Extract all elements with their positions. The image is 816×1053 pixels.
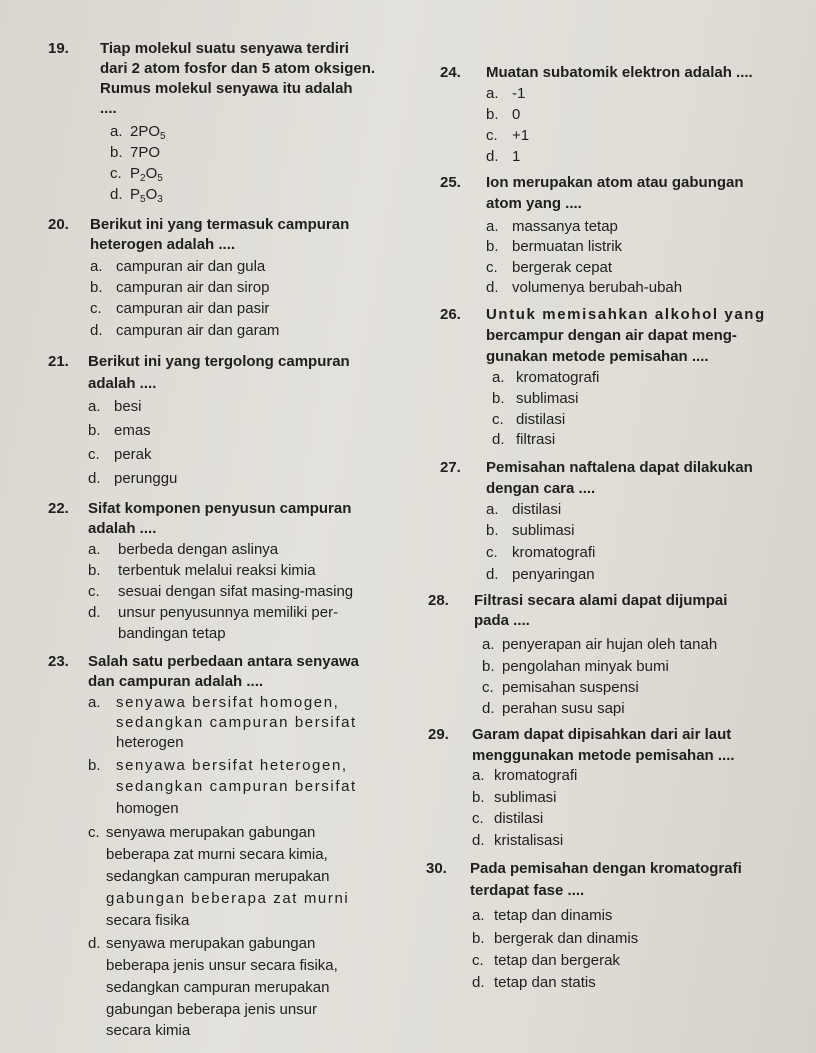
option-letter: b. bbox=[88, 562, 101, 579]
option-text: pemisahan suspensi bbox=[502, 679, 639, 696]
question-text-line: Salah satu perbedaan antara senyawa bbox=[88, 653, 359, 670]
option-text: distilasi bbox=[494, 810, 544, 827]
option-letter: b. bbox=[482, 658, 495, 675]
option-letter: c. bbox=[486, 127, 498, 144]
option-text: penyerapan air hujan oleh tanah bbox=[502, 636, 718, 653]
option-text: pengolahan minyak bumi bbox=[502, 658, 669, 675]
option-formula: $2PO_5$ bbox=[130, 123, 166, 142]
option-letter: b. bbox=[88, 757, 101, 774]
option-letter: a. bbox=[486, 501, 499, 518]
option-text: 1 bbox=[512, 148, 521, 165]
question-text-line: dan campuran adalah .... bbox=[88, 673, 264, 690]
option-text: beberapa zat murni secara kimia, bbox=[106, 846, 328, 863]
option-text: perunggu bbox=[114, 470, 178, 487]
question-number: 28. bbox=[428, 592, 449, 609]
option-letter: c. bbox=[492, 411, 504, 428]
option-text: kristalisasi bbox=[494, 832, 564, 849]
option-text: homogen bbox=[116, 800, 179, 817]
option-text: tetap dan dinamis bbox=[494, 907, 613, 924]
option-text: sedangkan campuran bersifat bbox=[116, 778, 357, 795]
option-letter: a. bbox=[486, 85, 499, 102]
option-text: distilasi bbox=[516, 411, 566, 428]
option-letter: d. bbox=[88, 935, 101, 952]
option-text: unsur penyusunnya memiliki per- bbox=[118, 604, 339, 621]
option-letter: c. bbox=[472, 810, 484, 827]
option-letter: d. bbox=[90, 322, 103, 339]
option-text: penyaringan bbox=[512, 566, 595, 583]
option-text: distilasi bbox=[512, 501, 562, 518]
question-text-line: Muatan subatomik elektron adalah .... bbox=[486, 64, 753, 81]
question-text-line: menggunakan metode pemisahan .... bbox=[472, 747, 735, 764]
question-text-line: heterogen adalah .... bbox=[90, 236, 236, 253]
question-number: 20. bbox=[48, 216, 69, 233]
option-letter: d. bbox=[486, 148, 499, 165]
option-letter: c. bbox=[90, 300, 102, 317]
option-formula: 7PO bbox=[130, 144, 161, 161]
option-text: 0 bbox=[512, 106, 521, 123]
option-letter: d. bbox=[88, 604, 101, 621]
question-number: 29. bbox=[428, 726, 449, 743]
option-letter: a. bbox=[88, 398, 101, 415]
option-letter: c. bbox=[110, 165, 122, 182]
option-text: sedangkan campuran merupakan bbox=[106, 868, 330, 885]
question-number: 30. bbox=[426, 860, 447, 877]
option-text: secara fisika bbox=[106, 912, 190, 929]
option-letter: d. bbox=[486, 566, 499, 583]
question-number: 21. bbox=[48, 353, 69, 370]
option-text: perak bbox=[114, 446, 152, 463]
option-text: perahan susu sapi bbox=[502, 700, 625, 717]
question-text-line: bercampur dengan air dapat meng- bbox=[486, 327, 737, 344]
option-formula: $P_2O_5$ bbox=[130, 165, 163, 184]
question-text-line: dari 2 atom fosfor dan 5 atom oksigen. bbox=[100, 60, 376, 77]
option-text: senyawa merupakan gabungan bbox=[106, 935, 316, 952]
option-letter: b. bbox=[492, 390, 505, 407]
question-text-line: .... bbox=[100, 100, 117, 117]
option-text: bandingan tetap bbox=[118, 625, 226, 642]
question-text-line: atom yang .... bbox=[486, 195, 582, 212]
question-text-line: gunakan metode pemisahan .... bbox=[486, 348, 709, 365]
question-number: 19. bbox=[48, 40, 69, 57]
question-number: 24. bbox=[440, 64, 461, 81]
question-text-line: Rumus molekul senyawa itu adalah bbox=[100, 80, 353, 97]
option-letter: d. bbox=[486, 279, 499, 296]
option-text: campuran air dan sirop bbox=[116, 279, 270, 296]
option-text: bermuatan listrik bbox=[512, 238, 623, 255]
option-letter: b. bbox=[88, 422, 101, 439]
option-letter: b. bbox=[486, 238, 499, 255]
option-letter: d. bbox=[482, 700, 495, 717]
option-text: sesuai dengan sifat masing-masing bbox=[118, 583, 354, 600]
option-text: secara kimia bbox=[106, 1022, 191, 1039]
option-text: bergerak dan dinamis bbox=[494, 930, 639, 947]
option-letter: c. bbox=[88, 583, 100, 600]
option-text: +1 bbox=[512, 127, 530, 144]
question-number: 22. bbox=[48, 500, 69, 517]
option-text: gabungan beberapa jenis unsur bbox=[106, 1001, 318, 1018]
option-letter: d. bbox=[492, 431, 505, 448]
option-letter: b. bbox=[472, 789, 485, 806]
option-text: besi bbox=[114, 398, 142, 415]
option-letter: a. bbox=[90, 258, 103, 275]
question-text-line: dengan cara .... bbox=[486, 480, 596, 497]
option-text: berbeda dengan aslinya bbox=[118, 541, 279, 558]
option-letter: c. bbox=[472, 952, 484, 969]
option-letter: d. bbox=[110, 186, 123, 203]
option-text: campuran air dan pasir bbox=[116, 300, 270, 317]
option-letter: d. bbox=[472, 974, 485, 991]
option-text: beberapa jenis unsur secara fisika, bbox=[106, 957, 338, 974]
question-text-line: Garam dapat dipisahkan dari air laut bbox=[472, 726, 732, 743]
option-text: bergerak cepat bbox=[512, 259, 613, 276]
option-text: -1 bbox=[512, 85, 526, 102]
option-text: kromatografi bbox=[516, 369, 600, 386]
option-letter: b. bbox=[472, 930, 485, 947]
option-text: senyawa merupakan gabungan bbox=[106, 824, 316, 841]
question-number: 25. bbox=[440, 174, 461, 191]
option-formula: $P_5O_3$ bbox=[130, 186, 163, 205]
question-text-line: Untuk memisahkan alkohol yang bbox=[486, 306, 766, 323]
option-letter: d. bbox=[88, 470, 101, 487]
option-letter: c. bbox=[486, 259, 498, 276]
question-text-line: terdapat fase .... bbox=[470, 882, 585, 899]
question-text-line: adalah .... bbox=[88, 520, 157, 537]
option-text: campuran air dan gula bbox=[116, 258, 266, 275]
option-letter: b. bbox=[110, 144, 123, 161]
option-letter: b. bbox=[486, 522, 499, 539]
option-letter: a. bbox=[88, 541, 101, 558]
question-text-line: Sifat komponen penyusun campuran bbox=[88, 500, 352, 517]
option-text: emas bbox=[114, 422, 151, 439]
option-text: campuran air dan garam bbox=[116, 322, 280, 339]
option-letter: b. bbox=[90, 279, 103, 296]
option-letter: a. bbox=[110, 123, 123, 140]
question-number: 23. bbox=[48, 653, 69, 670]
option-letter: a. bbox=[482, 636, 495, 653]
question-text-line: Tiap molekul suatu senyawa terdiri bbox=[100, 40, 349, 57]
option-text: tetap dan statis bbox=[494, 974, 596, 991]
option-text: gabungan beberapa zat murni bbox=[106, 890, 350, 907]
option-text: tetap dan bergerak bbox=[494, 952, 620, 969]
option-text: sublimasi bbox=[516, 390, 579, 407]
option-letter: a. bbox=[472, 907, 485, 924]
question-number: 27. bbox=[440, 459, 461, 476]
option-text: heterogen bbox=[116, 734, 184, 751]
option-text: sublimasi bbox=[512, 522, 575, 539]
option-text: sedangkan campuran merupakan bbox=[106, 979, 330, 996]
question-text-line: Berikut ini yang tergolong campuran bbox=[88, 353, 350, 370]
option-letter: d. bbox=[472, 832, 485, 849]
option-letter: a. bbox=[472, 767, 485, 784]
option-letter: c. bbox=[88, 446, 100, 463]
option-text: filtrasi bbox=[516, 431, 556, 448]
question-text-line: Berikut ini yang termasuk campuran bbox=[90, 216, 350, 233]
question-number: 26. bbox=[440, 306, 461, 323]
option-text: kromatografi bbox=[494, 767, 578, 784]
option-text: sublimasi bbox=[494, 789, 557, 806]
question-text-line: Pemisahan naftalena dapat dilakukan bbox=[486, 459, 753, 476]
option-text: senyawa bersifat heterogen, bbox=[116, 757, 348, 774]
option-letter: a. bbox=[486, 218, 499, 235]
option-text: massanya tetap bbox=[512, 218, 618, 235]
option-text: sedangkan campuran bersifat bbox=[116, 714, 357, 731]
option-text: volumenya berubah-ubah bbox=[512, 279, 683, 296]
question-text-line: pada .... bbox=[474, 612, 530, 629]
question-text-line: adalah .... bbox=[88, 375, 157, 392]
question-text-line: Ion merupakan atom atau gabungan bbox=[486, 174, 744, 191]
option-letter: c. bbox=[482, 679, 494, 696]
question-text-line: Pada pemisahan dengan kromatografi bbox=[470, 860, 742, 877]
option-letter: a. bbox=[492, 369, 505, 386]
option-text: senyawa bersifat homogen, bbox=[116, 694, 340, 711]
option-letter: b. bbox=[486, 106, 499, 123]
question-text-line: Filtrasi secara alami dapat dijumpai bbox=[474, 592, 728, 609]
option-letter: a. bbox=[88, 694, 101, 711]
option-letter: c. bbox=[486, 544, 498, 561]
option-letter: c. bbox=[88, 824, 100, 841]
option-text: terbentuk melalui reaksi kimia bbox=[118, 562, 316, 579]
option-text: kromatografi bbox=[512, 544, 596, 561]
